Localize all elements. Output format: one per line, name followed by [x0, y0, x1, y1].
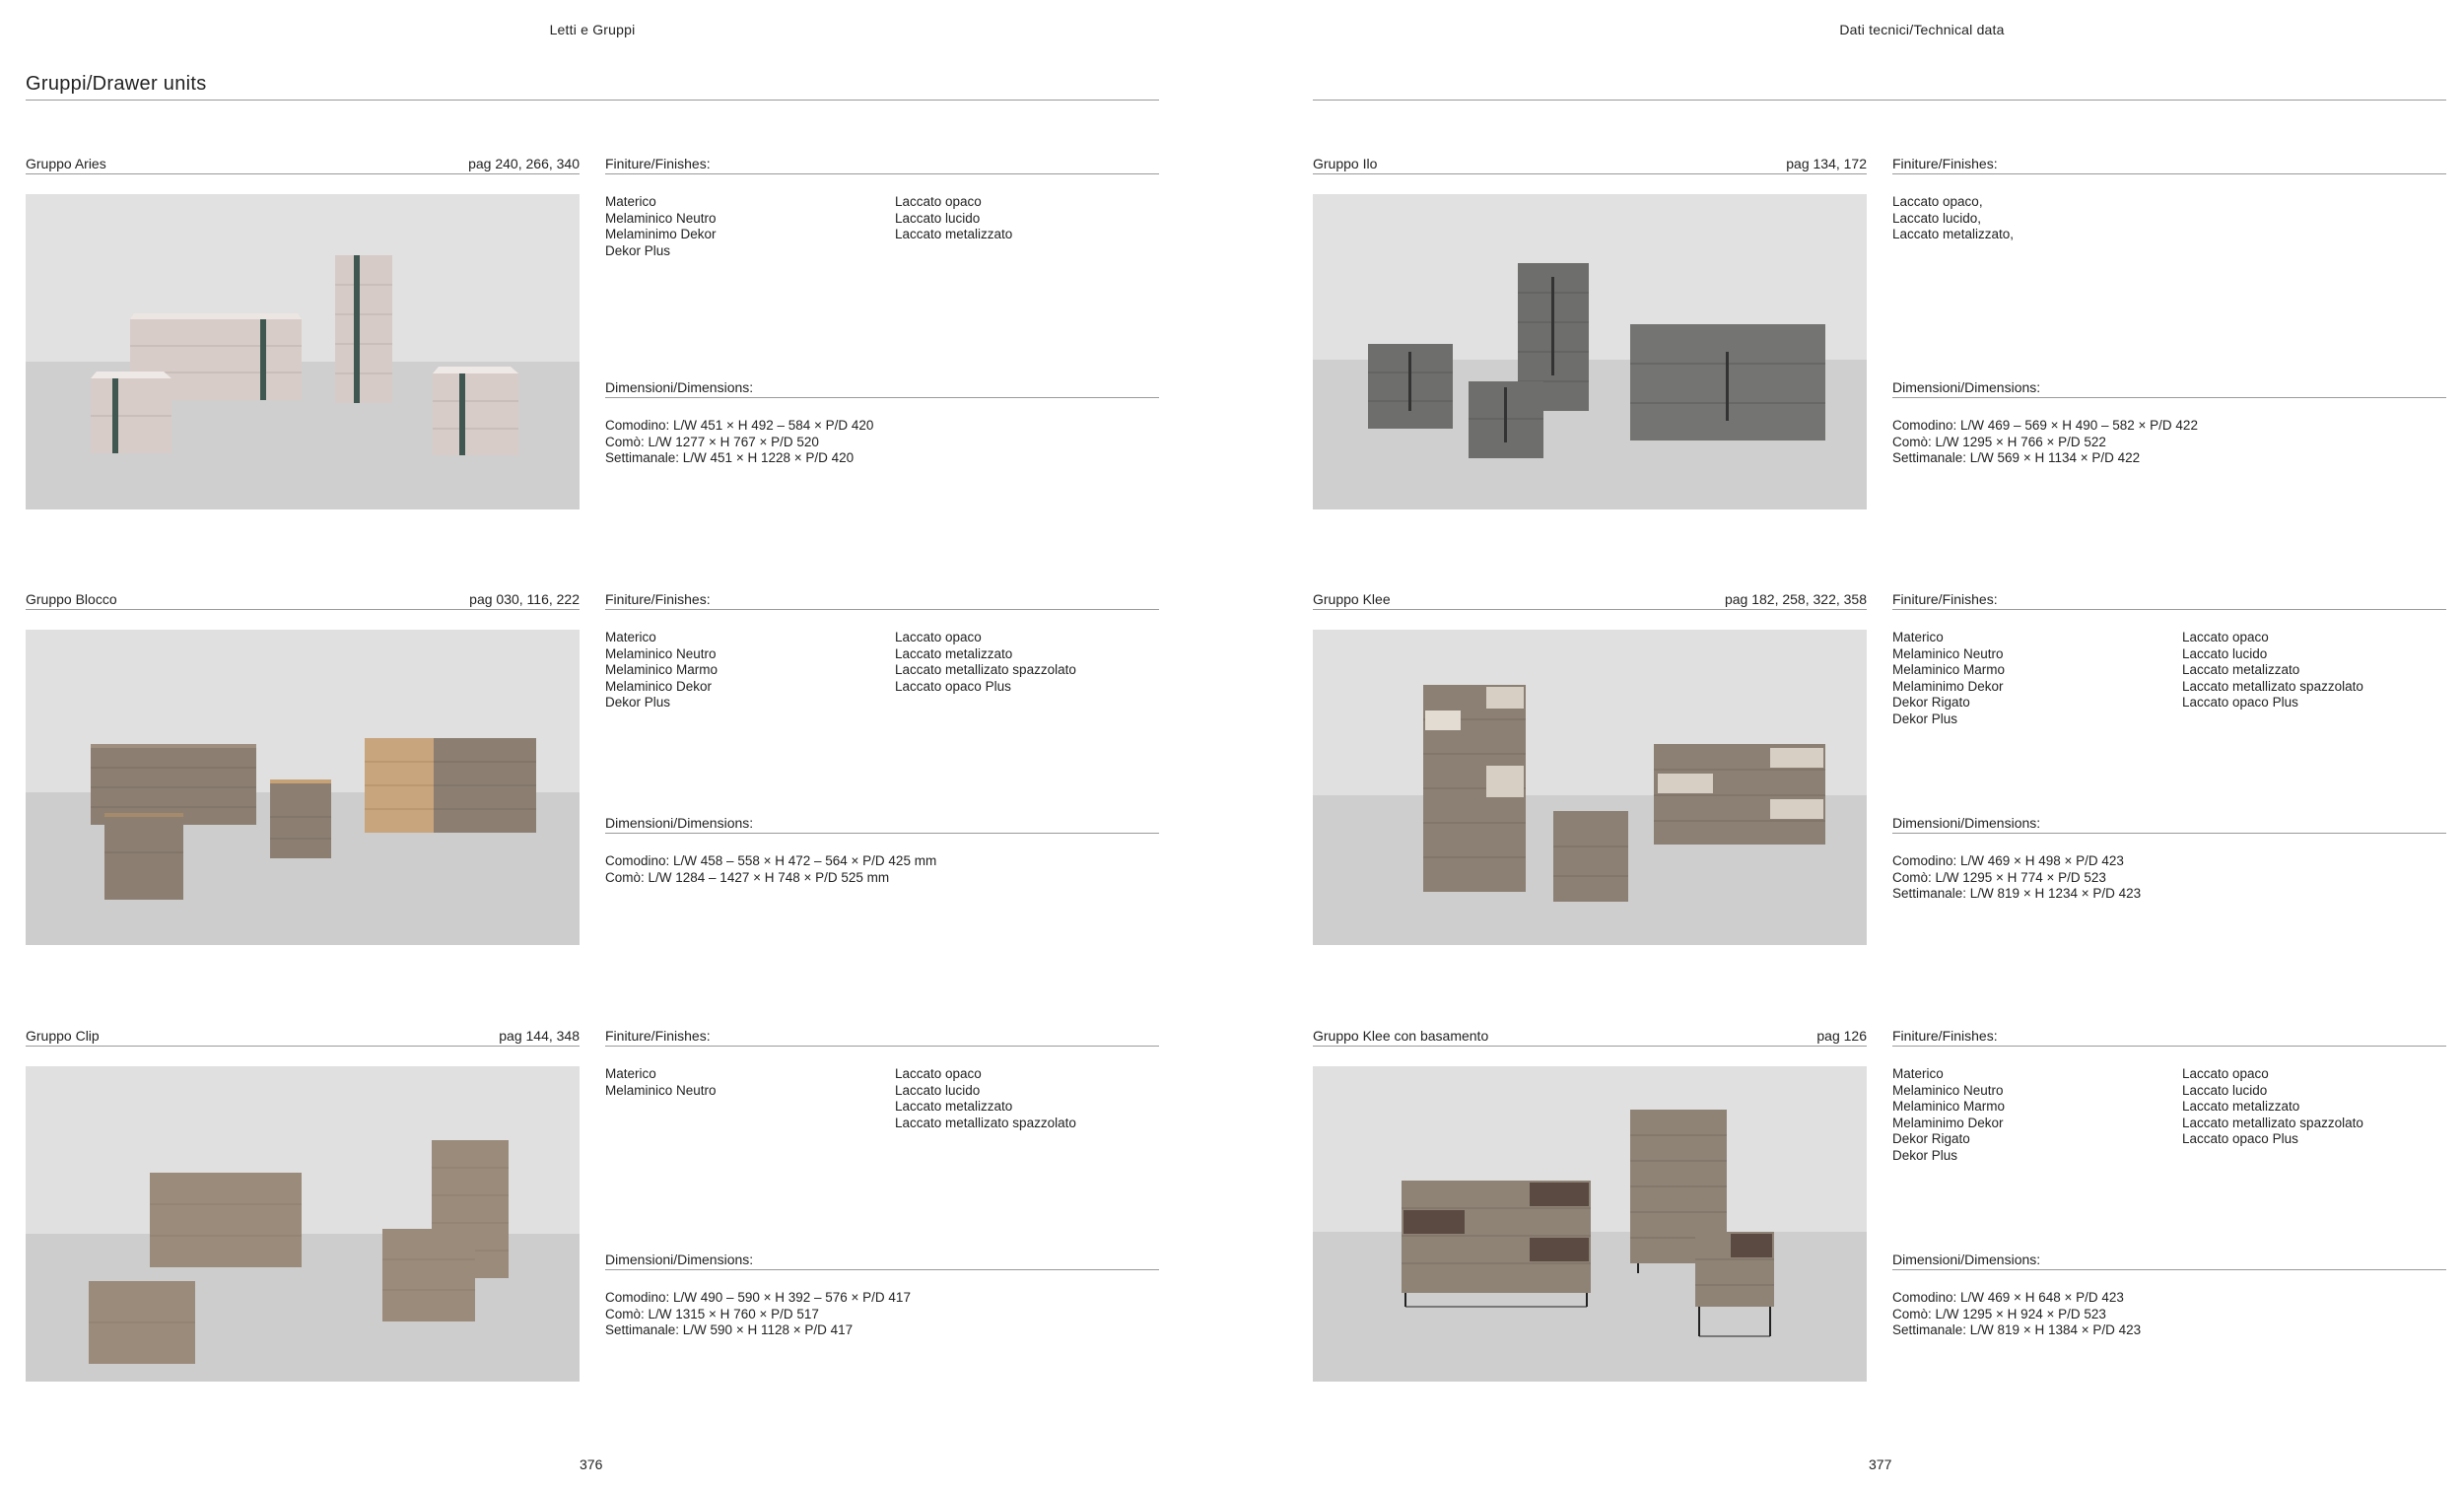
finish-item: Laccato lucido	[895, 210, 981, 226]
group-page-refs: pag 182, 258, 322, 358	[1724, 591, 1867, 607]
finish-item: Laccato lucido	[895, 1082, 981, 1098]
finish-item: Dekor Plus	[605, 695, 671, 711]
finish-item: Laccato opaco Plus	[2182, 695, 2298, 711]
dimensions-label	[1892, 373, 2446, 398]
finish-item: Materico	[605, 1066, 656, 1081]
dimension-item: Comodino: L/W 490 – 590 × H 392 – 576 × P/D 417	[605, 1290, 911, 1305]
finish-item: Materico	[605, 194, 656, 209]
finishes-list-col2	[895, 1066, 1181, 1131]
finish-item: Laccato opaco	[895, 630, 982, 644]
running-head: Dati tecnici/Technical data	[1839, 22, 2005, 37]
dimensions-list	[605, 1290, 911, 1339]
dimension-item: Comò: L/W 1315 × H 760 × P/D 517	[605, 1306, 819, 1321]
section-divider	[26, 100, 1159, 101]
dimension-item: Comò: L/W 1284 – 1427 × H 748 × P/D 525 mm	[605, 869, 890, 885]
group-header	[1313, 1022, 1867, 1047]
group-page-refs: pag 126	[1816, 1028, 1867, 1044]
finish-item: Laccato opaco Plus	[2182, 1131, 2298, 1147]
dimension-item: Settimanale: L/W 819 × H 1234 × P/D 423	[1892, 886, 2142, 902]
product-group-klee	[1313, 585, 2446, 1009]
finish-item: Melaminico Marmo	[1892, 1099, 2006, 1115]
dimensions-list	[605, 418, 873, 467]
dimensions-label-text: Dimensioni/Dimensions:	[605, 1252, 754, 1267]
finishes-label-text: Finiture/Finishes:	[1892, 591, 1998, 607]
dimensions-list	[605, 853, 936, 886]
finish-item: Melaminico Neutro	[1892, 1082, 2004, 1098]
group-page-refs: pag 030, 116, 222	[469, 591, 580, 607]
dimensions-label	[1892, 809, 2446, 834]
finish-item: Melaminico Marmo	[1892, 662, 2006, 678]
finish-item: Dekor Rigato	[1892, 695, 1970, 711]
finishes-label	[1892, 150, 2446, 174]
page-number: 377	[1869, 1456, 1892, 1472]
dimensions-label	[605, 809, 1159, 834]
group-page-refs: pag 240, 266, 340	[468, 156, 580, 171]
finishes-label	[605, 150, 1159, 174]
group-header	[1313, 150, 1867, 174]
group-page-refs: pag 134, 172	[1786, 156, 1867, 171]
finish-item: Materico	[1892, 1066, 1944, 1081]
dimensions-label-text: Dimensioni/Dimensions:	[1892, 1252, 2041, 1267]
group-name: Gruppo Aries	[26, 156, 106, 171]
dimensions-label-text: Dimensioni/Dimensions:	[1892, 379, 2041, 395]
dimension-item: Settimanale: L/W 819 × H 1384 × P/D 423	[1892, 1322, 2142, 1338]
finish-item: Melaminico Neutro	[1892, 645, 2004, 661]
finish-item: Laccato metallizato spazzolato	[895, 662, 1076, 678]
finish-item: Laccato metalizzato	[2182, 662, 2300, 678]
finish-item: Laccato metalizzato	[895, 1099, 1013, 1115]
ilo-drawer-units-photo	[1313, 194, 1867, 509]
finishes-label	[1892, 585, 2446, 610]
dimension-item: Comodino: L/W 469 × H 648 × P/D 423	[1892, 1290, 2124, 1305]
finish-item: Laccato opaco,	[1892, 194, 1983, 209]
section-title: Gruppi/Drawer units	[26, 73, 207, 95]
product-group-ilo	[1313, 150, 2446, 574]
finishes-label	[605, 1022, 1159, 1047]
group-header	[26, 585, 580, 610]
finishes-list-col1	[1892, 194, 2178, 243]
finish-item: Materico	[1892, 630, 1944, 644]
finishes-list-col2	[895, 630, 1181, 695]
finishes-list-col2	[895, 194, 1181, 243]
dimensions-label	[1892, 1246, 2446, 1270]
dimension-item: Comò: L/W 1277 × H 767 × P/D 520	[605, 434, 819, 449]
group-name: Gruppo Blocco	[26, 591, 117, 607]
finishes-list-col1	[1892, 630, 2178, 728]
finish-item: Dekor Plus	[1892, 1147, 1958, 1163]
aries-drawer-units-photo	[26, 194, 580, 509]
section-divider	[1313, 100, 2446, 101]
finish-item: Laccato metalizzato,	[1892, 227, 2015, 242]
finish-item: Melaminico Neutro	[605, 1082, 717, 1098]
finishes-list-col2	[2182, 630, 2464, 711]
finish-item: Dekor Plus	[605, 242, 671, 258]
finishes-label-text: Finiture/Finishes:	[605, 591, 711, 607]
clip-drawer-units-photo	[26, 1066, 580, 1382]
product-group-blocco	[26, 585, 1159, 1009]
finish-item: Melaminico Marmo	[605, 662, 719, 678]
dimension-item: Comodino: L/W 469 × H 498 × P/D 423	[1892, 853, 2124, 868]
dimension-item: Comò: L/W 1295 × H 924 × P/D 523	[1892, 1306, 2106, 1321]
dimensions-label-text: Dimensioni/Dimensions:	[605, 815, 754, 831]
product-group-aries	[26, 150, 1159, 574]
finish-item: Laccato lucido,	[1892, 210, 1982, 226]
finishes-list-col1	[605, 630, 891, 711]
finishes-label-text: Finiture/Finishes:	[1892, 156, 1998, 171]
finishes-label	[1892, 1022, 2446, 1047]
finishes-list-col1	[1892, 1066, 2178, 1165]
group-name: Gruppo Klee con basamento	[1313, 1028, 1489, 1044]
finishes-list-col1	[605, 194, 891, 259]
right-page	[1232, 0, 2464, 1489]
finish-item: Melaminico Neutro	[605, 645, 717, 661]
finish-item: Laccato metallizato spazzolato	[895, 1115, 1076, 1130]
finish-item: Dekor Rigato	[1892, 1131, 1970, 1147]
dimensions-label	[605, 1246, 1159, 1270]
dimension-item: Comodino: L/W 451 × H 492 – 584 × P/D 420	[605, 418, 874, 433]
finish-item: Melaminimo Dekor	[1892, 1115, 2004, 1130]
group-name: Gruppo Ilo	[1313, 156, 1378, 171]
page-number: 376	[580, 1456, 603, 1472]
dimension-item: Settimanale: L/W 569 × H 1134 × P/D 422	[1892, 450, 2141, 466]
group-header	[26, 1022, 580, 1047]
dimension-item: Comò: L/W 1295 × H 774 × P/D 523	[1892, 869, 2106, 885]
running-head: Letti e Gruppi	[549, 22, 636, 37]
group-page-refs: pag 144, 348	[499, 1028, 580, 1044]
klee-drawer-units-photo	[1313, 630, 1867, 945]
blocco-drawer-units-photo	[26, 630, 580, 945]
finish-item: Laccato metalizzato	[2182, 1099, 2300, 1115]
finishes-label-text: Finiture/Finishes:	[605, 156, 711, 171]
finish-item: Dekor Plus	[1892, 711, 1958, 726]
finish-item: Melaminico Dekor	[605, 678, 713, 694]
group-name: Gruppo Clip	[26, 1028, 100, 1044]
finishes-list-col1	[605, 1066, 891, 1099]
dimensions-label-text: Dimensioni/Dimensions:	[605, 379, 754, 395]
finishes-list-col2	[2182, 1066, 2464, 1148]
finish-item: Melaminimo Dekor	[605, 227, 717, 242]
dimension-item: Comodino: L/W 458 – 558 × H 472 – 564 × P/D 425 mm	[605, 853, 937, 868]
finish-item: Laccato metallizato spazzolato	[2182, 678, 2363, 694]
dimensions-list	[1892, 418, 2198, 467]
finishes-label-text: Finiture/Finishes:	[1892, 1028, 1998, 1044]
group-header	[1313, 585, 1867, 610]
product-group-clip	[26, 1022, 1159, 1446]
finish-item: Laccato metalizzato	[895, 227, 1013, 242]
finishes-label-text: Finiture/Finishes:	[605, 1028, 711, 1044]
klee-basamento-drawer-units-photo	[1313, 1066, 1867, 1382]
finish-item: Melaminico Neutro	[605, 210, 717, 226]
finish-item: Materico	[605, 630, 656, 644]
group-name: Gruppo Klee	[1313, 591, 1391, 607]
dimensions-label-text: Dimensioni/Dimensions:	[1892, 815, 2041, 831]
finish-item: Laccato metalizzato	[895, 645, 1013, 661]
finishes-label	[605, 585, 1159, 610]
finish-item: Laccato opaco	[895, 1066, 982, 1081]
finish-item: Laccato opaco	[2182, 630, 2269, 644]
finish-item: Laccato opaco	[2182, 1066, 2269, 1081]
dimension-item: Settimanale: L/W 451 × H 1228 × P/D 420	[605, 450, 855, 466]
dimensions-label	[605, 373, 1159, 398]
product-group-klee-basamento	[1313, 1022, 2446, 1446]
dimension-item: Comò: L/W 1295 × H 766 × P/D 522	[1892, 434, 2106, 449]
dimension-item: Settimanale: L/W 590 × H 1128 × P/D 417	[605, 1322, 854, 1338]
finish-item: Laccato opaco	[895, 194, 982, 209]
finish-item: Laccato lucido	[2182, 645, 2268, 661]
finish-item: Laccato lucido	[2182, 1082, 2268, 1098]
finish-item: Laccato metallizato spazzolato	[2182, 1115, 2363, 1130]
finish-item: Melaminimo Dekor	[1892, 678, 2004, 694]
finish-item: Laccato opaco Plus	[895, 678, 1011, 694]
dimensions-list	[1892, 853, 2141, 903]
dimension-item: Comodino: L/W 469 – 569 × H 490 – 582 × P/D 422	[1892, 418, 2198, 433]
dimensions-list	[1892, 1290, 2141, 1339]
group-header	[26, 150, 580, 174]
